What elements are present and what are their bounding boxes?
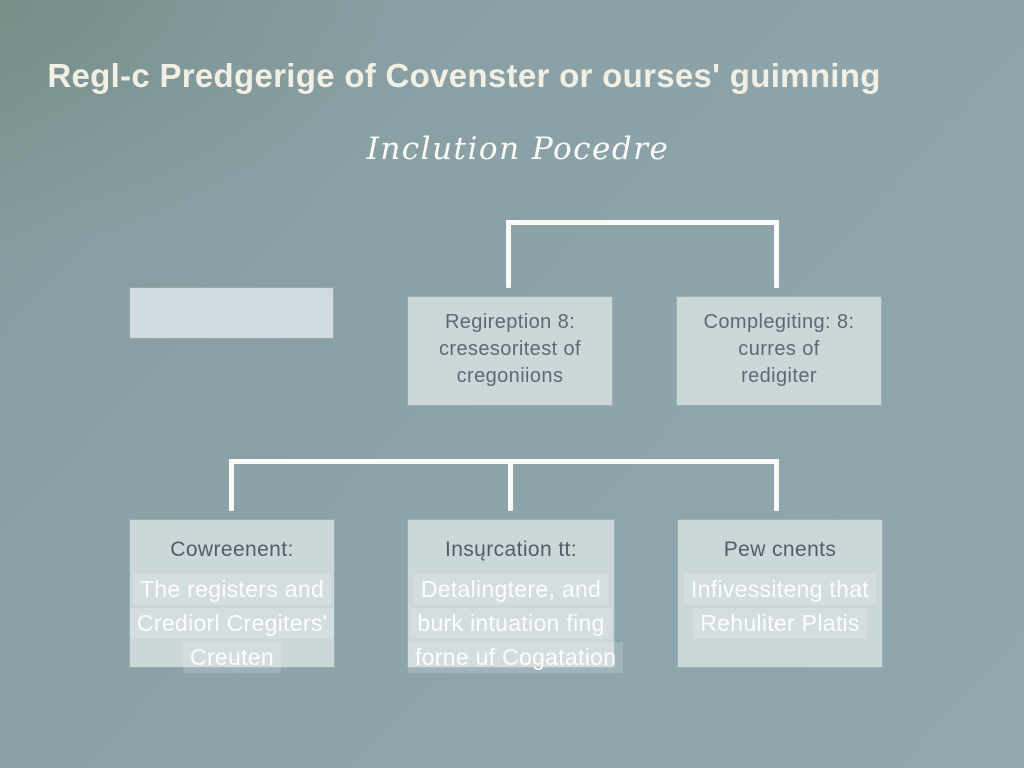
highlighted-text-line: burk intuation fing [408, 608, 614, 642]
node-box-registration [408, 297, 612, 405]
top-bracket-horizontal-line [506, 220, 779, 225]
node-text-line: cresesoritest of [438, 338, 581, 360]
node-box-new-clients [678, 520, 882, 667]
bottom-bracket-horizontal-line [229, 459, 779, 464]
node-text-line: redigiter [741, 365, 817, 387]
node-text-line: Complegiting: 8: [703, 311, 855, 333]
node-box-completion [677, 297, 881, 405]
node-box-covenant [130, 520, 334, 670]
top-bracket-right-leg [774, 220, 779, 288]
empty-label-box [130, 288, 333, 338]
highlighted-text-line: forne uf Cogatation [408, 642, 614, 676]
node-box-body [678, 574, 882, 642]
top-bracket-left-leg [506, 220, 511, 288]
node-box-heading: Cowreenent: [170, 538, 294, 561]
page-subtitle-script: Inclution Pocedre [366, 131, 670, 167]
node-box-body [408, 574, 617, 676]
highlighted-text-line: Detalingtere, and [408, 574, 614, 608]
highlighted-text-line: Infivessiteng that [678, 574, 882, 608]
highlighted-text-line: Crediorl Cregiters' [130, 608, 334, 642]
highlighted-text-line: Rehuliter Platis [678, 608, 882, 642]
node-box-inspection [408, 520, 617, 670]
node-text-line: curres of [738, 338, 820, 360]
node-box-body [130, 574, 334, 676]
bottom-bracket-middle-leg [508, 459, 513, 511]
node-text-line: Regireption 8: [444, 311, 576, 333]
node-text-line: cregoniions [456, 365, 564, 387]
highlighted-text-line: The registers and [130, 574, 334, 608]
node-box-heading: Insųrcation tt: [444, 538, 578, 561]
bottom-bracket-left-leg [229, 459, 234, 511]
page-title: Regl-c Predgerige of Covenster or ourses' guimning [47, 57, 881, 94]
bottom-bracket-right-leg [774, 459, 779, 511]
highlighted-text-line: Creuten [130, 642, 334, 676]
node-box-heading: Pew cnents [723, 538, 837, 561]
